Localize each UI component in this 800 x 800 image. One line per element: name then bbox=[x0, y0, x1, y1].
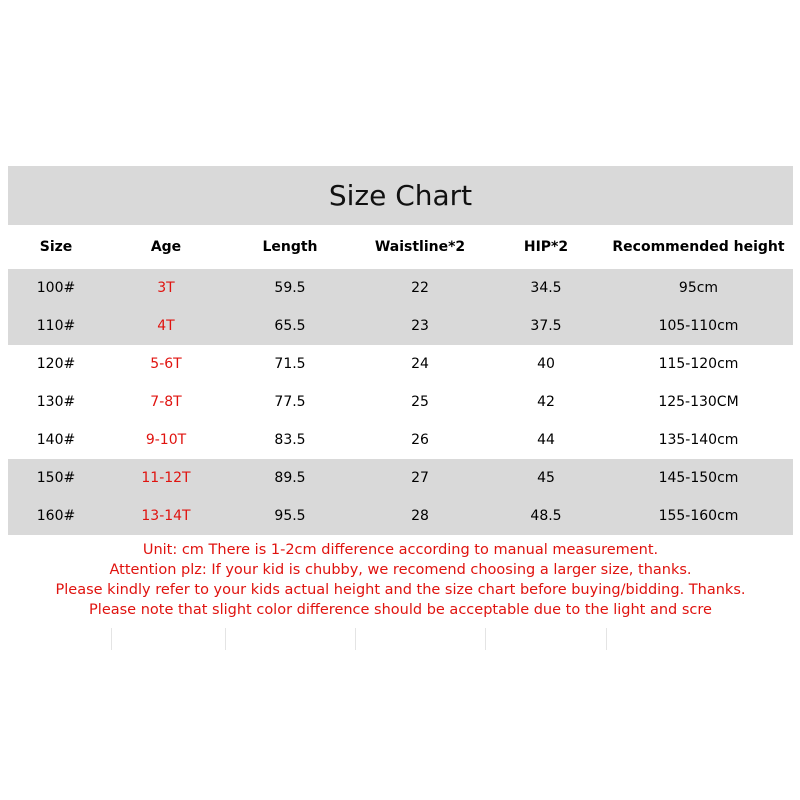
cell-height: 135-140cm bbox=[658, 432, 739, 448]
table-row bbox=[8, 307, 793, 345]
header-row bbox=[8, 225, 793, 269]
chart-title: Size Chart bbox=[8, 166, 793, 225]
header-waistline: Waistline*2 bbox=[374, 239, 466, 255]
size-chart-table bbox=[8, 166, 793, 535]
cell-age: 7-8T bbox=[150, 394, 182, 410]
divider-ticks bbox=[0, 628, 800, 650]
cell-length: 77.5 bbox=[274, 394, 306, 410]
cell-length: 95.5 bbox=[274, 508, 306, 524]
cell-age: 3T bbox=[157, 280, 175, 296]
cell-height: 125-130CM bbox=[658, 394, 739, 410]
cell-hip: 45 bbox=[537, 470, 555, 486]
cell-size: 140# bbox=[36, 432, 76, 448]
cell-waistline: 22 bbox=[411, 280, 429, 296]
cell-hip: 48.5 bbox=[530, 508, 562, 524]
cell-height: 115-120cm bbox=[658, 356, 739, 372]
divider-tick bbox=[225, 628, 226, 650]
cell-hip: 40 bbox=[537, 356, 555, 372]
cell-length: 71.5 bbox=[274, 356, 306, 372]
header-size: Size bbox=[39, 239, 73, 255]
cell-hip: 44 bbox=[537, 432, 555, 448]
cell-age: 13-14T bbox=[141, 508, 191, 524]
cell-waistline: 26 bbox=[411, 432, 429, 448]
table-row bbox=[8, 459, 793, 497]
cell-hip: 37.5 bbox=[530, 318, 562, 334]
table-row bbox=[8, 383, 793, 421]
cell-age: 9-10T bbox=[145, 432, 187, 448]
note-refer: Please kindly refer to your kids actual height and the size chart before buying/bidding. Thanks. bbox=[55, 582, 746, 598]
table-row bbox=[8, 421, 793, 459]
cell-size: 150# bbox=[36, 470, 76, 486]
cell-size: 110# bbox=[36, 318, 76, 334]
divider-tick bbox=[111, 628, 112, 650]
table-row bbox=[8, 497, 793, 535]
header-age: Age bbox=[150, 239, 182, 255]
header-hip: HIP*2 bbox=[523, 239, 569, 255]
cell-height: 105-110cm bbox=[658, 318, 739, 334]
cell-age: 4T bbox=[157, 318, 175, 334]
cell-age: 11-12T bbox=[141, 470, 191, 486]
cell-height: 145-150cm bbox=[658, 470, 739, 486]
cell-length: 59.5 bbox=[274, 280, 306, 296]
table-row bbox=[8, 269, 793, 307]
cell-waistline: 24 bbox=[411, 356, 429, 372]
cell-hip: 34.5 bbox=[530, 280, 562, 296]
divider-tick bbox=[485, 628, 486, 650]
cell-hip: 42 bbox=[537, 394, 555, 410]
cell-length: 65.5 bbox=[274, 318, 306, 334]
cell-height: 155-160cm bbox=[658, 508, 739, 524]
cell-age: 5-6T bbox=[150, 356, 182, 372]
cell-size: 130# bbox=[36, 394, 76, 410]
note-unit: Unit: cm There is 1-2cm difference according to manual measurement. bbox=[142, 542, 659, 558]
header-recommended-height: Recommended height bbox=[612, 239, 785, 255]
cell-size: 100# bbox=[36, 280, 76, 296]
cell-size: 120# bbox=[36, 356, 76, 372]
notes-block bbox=[8, 540, 793, 620]
cell-length: 89.5 bbox=[274, 470, 306, 486]
table-row bbox=[8, 345, 793, 383]
cell-height: 95cm bbox=[678, 280, 719, 296]
cell-length: 83.5 bbox=[274, 432, 306, 448]
cell-waistline: 23 bbox=[411, 318, 429, 334]
note-color: Please note that slight color difference should be acceptable due to the light and scre bbox=[89, 602, 712, 618]
cell-waistline: 28 bbox=[411, 508, 429, 524]
divider-tick bbox=[606, 628, 607, 650]
cell-waistline: 25 bbox=[411, 394, 429, 410]
cell-size: 160# bbox=[36, 508, 76, 524]
header-length: Length bbox=[262, 239, 318, 255]
cell-waistline: 27 bbox=[411, 470, 429, 486]
divider-tick bbox=[355, 628, 356, 650]
note-attention: Attention plz: If your kid is chubby, we recomend choosing a larger size, thanks. bbox=[109, 562, 692, 578]
